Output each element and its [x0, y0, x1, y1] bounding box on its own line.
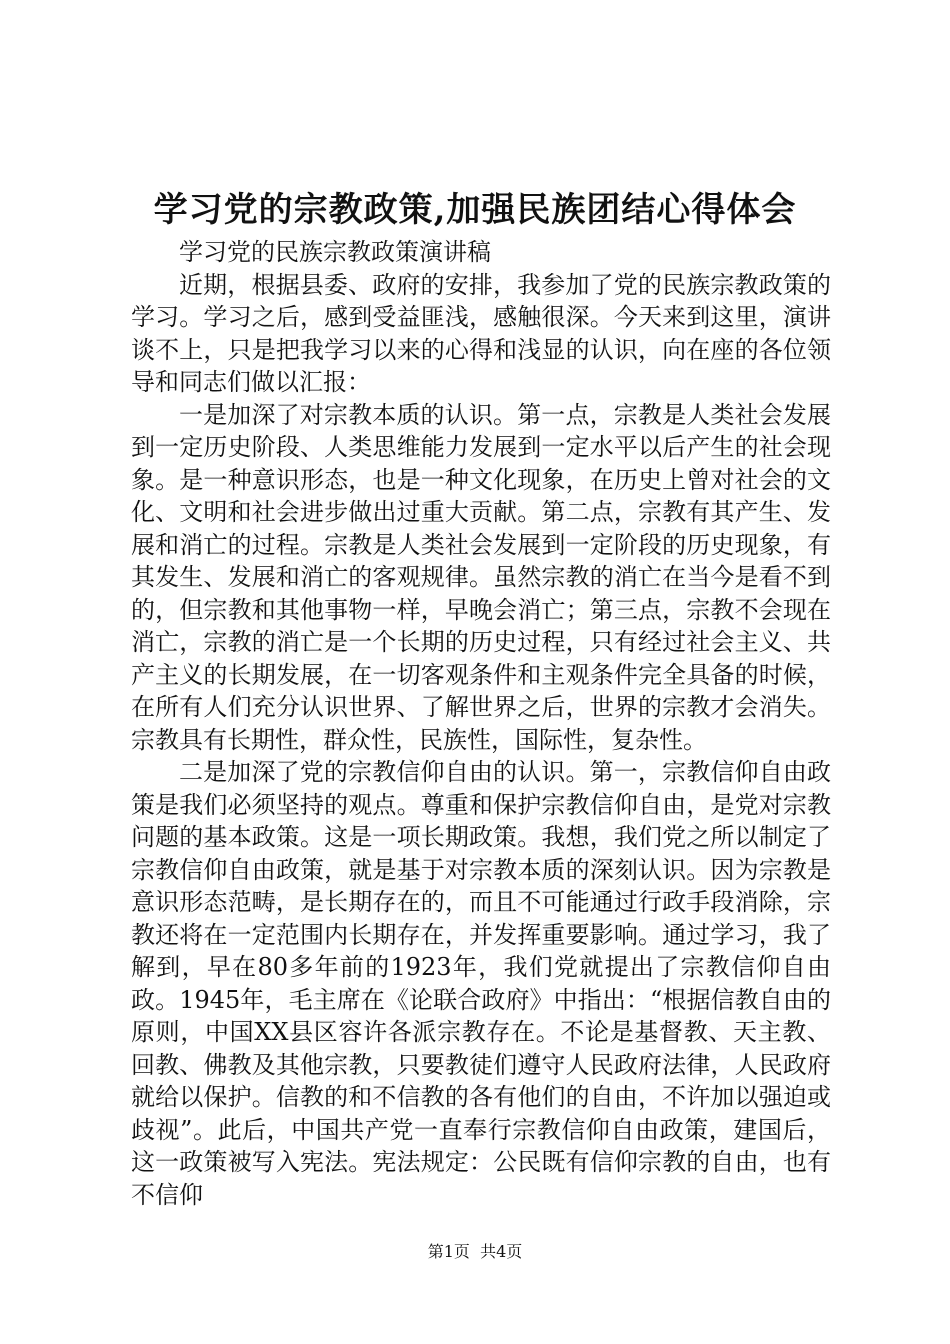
document-body: [131, 236, 831, 1211]
paragraph-point-two: 二是加深了党的宗教信仰自由的认识。第一，宗教信仰自由政策是我们必须坚持的观点。尊重和保护宗教信仰自由，是党对宗教问题的基本政策。这是一项长期政策。我想，我们党之所以制定了宗教信仰自由政策，就是基于对宗教本质的深刻认识。因为宗教是意识形态范畴，是长期存在的，而且不可能通过行政手段消除，宗教还将在一定范围内长期存在，并发挥重要影响。通过学习，我了解到，早在80多年前的1923年，我们党就提出了宗教信仰自由政。1945年，毛主席在《论联合政府》中指出：“根据信教自由的原则，中国XX县区容许各派宗教存在。不论是基督教、天主教、回教、佛教及其他宗教，只要教徒们遵守人民政府法律，人民政府就给以保护。信教的和不信教的各有他们的自由，不许加以强迫或歧视”。此后，中国共产党一直奉行宗教信仰自由政策，建国后，这一政策被写入宪法。宪法规定：公民既有信仰宗教的自由，也有不信仰: [131, 758, 831, 1209]
paragraph-point-one: 一是加深了对宗教本质的认识。第一点，宗教是人类社会发展到一定历史阶段、人类思维能力发展到一定水平以后产生的社会现象。是一种意识形态，也是一种文化现象，在历史上曾对社会的文化、文明和社会进步做出过重大贡献。第二点，宗教有其产生、发展和消亡的过程。宗教是人类社会发展到一定阶段的历史现象，有其发生、发展和消亡的客观规律。虽然宗教的消亡在当今是看不到的，但宗教和其他事物一样，早晚会消亡；第三点，宗教不会现在消亡，宗教的消亡是一个长期的历史过程，只有经过社会主义、共产主义的长期发展，在一切客观条件和主观条件完全具备的时候，在所有人们充分认识世界、了解世界之后，世界的宗教才会消失。宗教具有长期性，群众性，民族性，国际性，复杂性。: [131, 400, 831, 754]
paragraph-subtitle: 学习党的民族宗教政策演讲稿: [179, 238, 491, 266]
page-number-footer: 第1页 共4页: [427, 1242, 523, 1261]
document-title: 学习党的宗教政策,加强民族团结心得体会: [153, 190, 797, 230]
paragraph-intro: 近期，根据县委、政府的安排，我参加了党的民族宗教政策的学习。学习之后，感到受益匪浅，感触很深。今天来到这里，演讲谈不上，只是把我学习以来的心得和浅显的认识，向在座的各位领导和同志们做以汇报：: [131, 270, 831, 396]
